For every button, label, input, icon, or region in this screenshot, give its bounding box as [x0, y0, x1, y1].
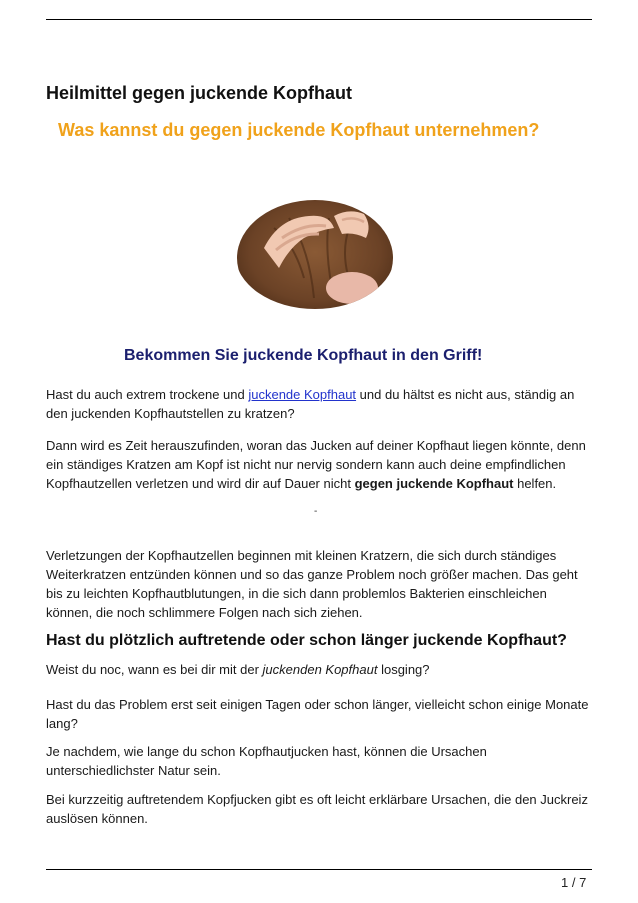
paragraph-scratching-text-1: Dann wird es Zeit herauszufinden, woran das Jucken auf deiner Kopfhaut liegen könnte, denn ein ständiges Kratzen am Kopf ist nicht nur nervig sondern kann auch deine empfindlichen Kopfhautzellen verletzen und wird dir auf Dauer nicht — [46, 438, 586, 491]
document-subtitle: Was kannst du gegen juckende Kopfhaut unternehmen? — [58, 120, 540, 140]
header-rule — [46, 19, 592, 20]
section-heading: Bekommen Sie juckende Kopfhaut in den Griff! — [124, 347, 483, 364]
paragraph-causes: Je nachdem, wie lange du schon Kopfhautjucken hast, können die Ursachen unterschiedlichster Natur sein. — [46, 744, 487, 778]
paragraph-intro-text-2: und du hältst es nicht aus, ständig an den juckenden Kopfhautstellen zu kratzen? — [46, 387, 575, 421]
paragraph-question-1-text-1: Weist du noc, wann es bei dir mit der — [46, 662, 263, 677]
paragraph-short-term: Bei kurzzeitig auftretendem Kopfjucken gibt es oft leicht erklärbare Ursachen, die den Juckreiz auslösen können. — [46, 792, 588, 826]
section-heading-2: Hast du plötzlich auftretende oder schon länger juckende Kopfhaut? — [46, 632, 567, 649]
paragraph-scratching — [46, 436, 594, 493]
scalp-scratching-photo — [234, 198, 396, 310]
page-number: 1 / 7 — [561, 875, 587, 890]
paragraph-intro — [46, 385, 594, 423]
juckende-kopfhaut-link[interactable]: juckende Kopfhaut — [248, 387, 357, 402]
separator-dash: - — [314, 506, 318, 517]
paragraph-question-2: Hast du das Problem erst seit einigen Tagen oder schon länger, vielleicht schon einige Monate lang? — [46, 697, 589, 731]
paragraph-question-1 — [46, 660, 594, 679]
paragraph-injuries: Verletzungen der Kopfhautzellen beginnen mit kleinen Kratzern, die sich durch ständiges Weiterkratzen entzünden können und so das ganze Problem noch größer machen. Das geht bis zu leichten Kopfhautblutungen, in die sich dann problemlos Bakterien einschleichen können, die noch schlimmere Folgen nach sich ziehen. — [46, 548, 578, 620]
emphasis-italic: juckenden Kopfhaut — [262, 662, 378, 677]
paragraph-question-1-text-2: losging? — [377, 662, 430, 677]
emphasis-bold: gegen juckende Kopfhaut — [354, 476, 514, 491]
document-title: Heilmittel gegen juckende Kopfhaut — [46, 83, 353, 103]
paragraph-intro-text-1: Hast du auch extrem trockene und — [46, 387, 249, 402]
paragraph-scratching-text-2: helfen. — [513, 476, 557, 491]
footer-rule — [46, 869, 592, 870]
